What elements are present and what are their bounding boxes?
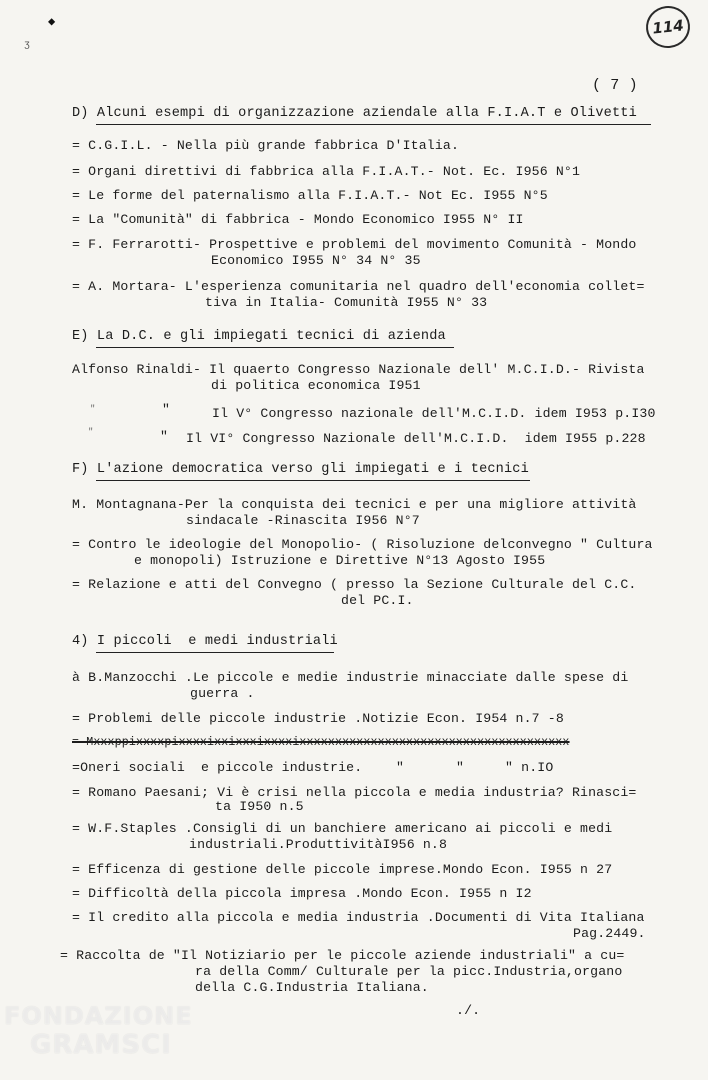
list-item: = Problemi delle piccole industrie .Notizie Econ. I954 n.7 -8 [72,711,564,726]
list-item-continuation: ra della Comm/ Culturale per la picc.Industria,organo [195,964,623,979]
section-f-title: F) L'azione democratica verso gli impiegati e i tecnici [72,462,529,477]
list-item: Il V° Congresso nazionale dell'M.C.I.D. idem I953 p.I30 [212,406,656,421]
list-item-continuation: ta I950 n.5 [215,799,304,814]
list-item: M. Montagnana-Per la conquista dei tecnici e per una migliore attività [72,497,637,512]
ditto-mark: " [88,427,94,437]
section-e-underline [96,347,454,348]
list-item: = Le forme del paternalismo alla F.I.A.T.- Not Ec. I955 N°5 [72,188,548,203]
margin-mark-icon: ʒ [24,40,31,51]
section-f-underline [96,480,530,481]
ditto-mark: " [90,404,96,414]
list-item: = F. Ferrarotti- Prospettive e problemi del movimento Comunità - Mondo [72,237,637,252]
list-item: = Raccolta de "Il Notiziario per le piccole aziende industriali" a cu= [60,948,625,963]
end-mark: ./. [456,1003,481,1018]
section-4-title: 4) I piccoli e medi industriali [72,634,338,649]
list-item: = La "Comunità" di fabbrica - Mondo Economico I955 N° II [72,212,524,227]
list-item: = Romano Paesani; Vi è crisi nella piccola e media industria? Rinasci= [72,785,637,800]
list-item: à B.Manzocchi .Le piccole e medie industrie minacciate dalle spese di [72,670,629,685]
list-item-continuation: tiva in Italia- Comunità I955 N° 33 [205,295,488,310]
ditto-mark: " [396,760,405,775]
list-item: =Oneri sociali e piccole industrie. [72,760,363,775]
list-item-continuation: di politica economica I951 [211,378,421,393]
section-d-underline [96,124,651,125]
ditto-mark: " [162,402,171,417]
list-item: = Efficenza di gestione delle piccole imprese.Mondo Econ. I955 n 27 [72,862,613,877]
list-item-continuation: guerra . [190,686,255,701]
list-item-continuation: industriali.ProduttivitàI956 n.8 [189,837,448,852]
list-item: = W.F.Staples .Consigli di un banchiere americano ai piccoli e medi [72,821,613,836]
list-item: = Il credito alla piccola e media industria .Documenti di Vita Italiana [72,910,645,925]
list-item-continuation: Pag.2449. [573,926,646,941]
ditto-mark: " [160,429,169,444]
watermark-fondazione: FONDAZIONE [4,1002,193,1030]
list-item: = Contro le ideologie del Monopolio- ( Risoluzione delconvegno " Cultura [72,537,653,552]
list-item-continuation: e monopoli) Istruzione e Direttive N°13 Agosto I955 [134,553,546,568]
page-number: ( 7 ) [592,77,638,94]
ditto-mark: " [456,760,465,775]
list-item: = Relazione e atti del Convegno ( presso la Sezione Culturale del C.C. [72,577,637,592]
list-item: Il VI° Congresso Nazionale dell'M.C.I.D. idem I955 p.228 [186,431,646,446]
watermark-gramsci: GRAMSCI [30,1030,172,1060]
list-item-continuation: della C.G.Industria Italiana. [195,980,429,995]
list-item: = A. Mortara- L'esperienza comunitaria nel quadro dell'economia collet= [72,279,645,294]
list-item: " n.IO [505,760,554,775]
list-item: = C.G.I.L. - Nella più grande fabbrica D'Italia. [72,138,460,153]
list-item-continuation: sindacale -Rinascita I956 N°7 [186,513,420,528]
section-4-underline [96,652,334,653]
archive-number-stamp: 114 [644,4,692,50]
list-item: Alfonso Rinaldi- Il quaerto Congresso Nazionale dell' M.C.I.D.- Rivista [72,362,645,377]
list-item-continuation: Economico I955 N° 34 N° 35 [211,253,421,268]
section-e-title: E) La D.C. e gli impiegati tecnici di azienda [72,329,446,344]
list-item: = Organi direttivi di fabbrica alla F.I.A.T.- Not. Ec. I956 N°1 [72,164,581,179]
list-item: = Difficoltà della piccola impresa .Mondo Econ. I955 n I2 [72,886,532,901]
list-item-continuation: del PC.I. [341,593,414,608]
struck-out-line: = Mxxxppixxxxpixxxxixxixxxixxxxixxxxxxxxxxxxxxxxxxxxxxxxxxxxxxxxxxxxxx [72,736,570,749]
diamond-mark-icon: ◆ [48,15,56,29]
section-d-title: D) Alcuni esempi di organizzazione aziendale alla F.I.A.T e Olivetti [72,106,637,121]
